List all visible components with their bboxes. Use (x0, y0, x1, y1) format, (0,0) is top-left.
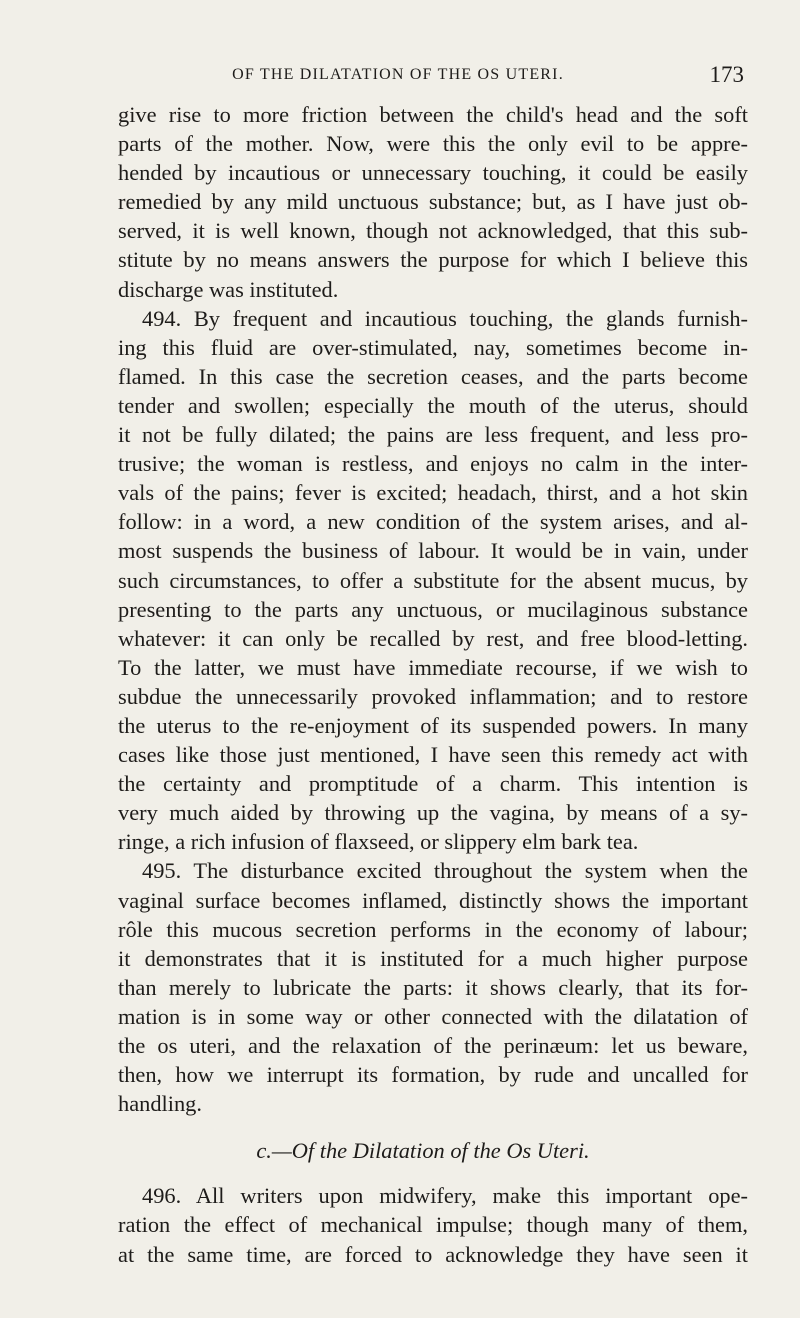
body-text (118, 100, 748, 1269)
text-line: it not be fully dilated; the pains are less frequent, and less pro- (118, 422, 748, 448)
paragraph-495 (118, 856, 748, 1118)
paragraph-496 (118, 1181, 748, 1268)
text-line: ration the effect of mechanical impulse; though many of them, (118, 1212, 748, 1238)
text-line: the certainty and promptitude of a charm. This intention is (118, 771, 748, 797)
text-line: ing this fluid are over-stimulated, nay, sometimes become in- (118, 334, 748, 360)
text-line: parts of the mother. Now, were this the only evil to be appre- (118, 131, 748, 157)
section-heading: c.—Of the Dilatation of the Os Uteri. (256, 1138, 590, 1164)
text-line: the os uteri, and the relaxation of the perinæum: let us beware, (118, 1033, 748, 1058)
running-title: OF THE DILATATION OF THE OS UTERI. (232, 66, 564, 83)
text-line: discharge was instituted. (118, 276, 339, 302)
text-line: give rise to more friction between the child's head and the soft (118, 102, 748, 127)
text-line: tender and swollen; especially the mouth of the uterus, should (118, 392, 748, 418)
text-line: trusive; the woman is restless, and enjoys no calm in the inter- (118, 451, 748, 477)
text-line: stitute by no means answers the purpose for which I believe this (118, 247, 748, 273)
text-line: cases like those just mentioned, I have seen this remedy act with (118, 742, 748, 768)
text-line: presenting to the parts any unctuous, or mucilaginous substance (118, 596, 748, 622)
text-line: flamed. In this case the secretion ceases, and the parts become (118, 363, 748, 389)
text-line: handling. (118, 1091, 202, 1117)
text-line: To the latter, we must have immediate recourse, if we wish to (118, 654, 748, 680)
text-line: such circumstances, to offer a substitute for the absent mucus, by (118, 567, 748, 593)
text-line: rôle this mucous secretion performs in the economy of labour; (118, 916, 748, 942)
text-line: 496. All writers upon midwifery, make this important ope- (142, 1183, 748, 1209)
text-line: then, how we interrupt its formation, by rude and uncalled for (118, 1062, 748, 1088)
text-line: 494. By frequent and incautious touching, the glands furnish- (142, 305, 748, 331)
paragraph-494 (118, 304, 748, 857)
text-line: vals of the pains; fever is excited; headach, thirst, and a hot skin (118, 480, 748, 506)
text-line: vaginal surface becomes inflamed, distinctly shows the important (118, 887, 748, 913)
text-line: 495. The disturbance excited throughout the system when the (142, 858, 748, 884)
text-line: it demonstrates that it is instituted for a much higher purpose (118, 945, 748, 971)
text-line: ringe, a rich infusion of flaxseed, or slippery elm bark tea. (118, 829, 639, 855)
text-line: served, it is well known, though not acknowledged, that this sub- (118, 218, 748, 244)
text-line: very much aided by throwing up the vagina, by means of a sy- (118, 800, 748, 826)
text-line: at the same time, are forced to acknowledge they have seen it (118, 1241, 748, 1267)
text-line: most suspends the business of labour. It would be in vain, under (118, 538, 748, 564)
page-number: 173 (709, 62, 744, 87)
paragraph-1 (118, 100, 748, 304)
text-line: hended by incautious or unnecessary touching, it could be easily (118, 160, 748, 186)
text-line: subdue the unnecessarily provoked inflammation; and to restore (118, 683, 748, 709)
text-line: the uterus to the re-enjoyment of its suspended powers. In many (118, 712, 748, 738)
page-header (118, 62, 748, 92)
text-line: follow: in a word, a new condition of the system arises, and al- (118, 509, 748, 535)
text-line: mation is in some way or other connected with the dilatation of (118, 1003, 748, 1029)
text-line: than merely to lubricate the parts: it shows clearly, that its for- (118, 974, 748, 1000)
text-line: whatever: it can only be recalled by rest, and free blood-letting. (118, 625, 748, 651)
text-line: remedied by any mild unctuous substance; but, as I have just ob- (118, 189, 748, 215)
